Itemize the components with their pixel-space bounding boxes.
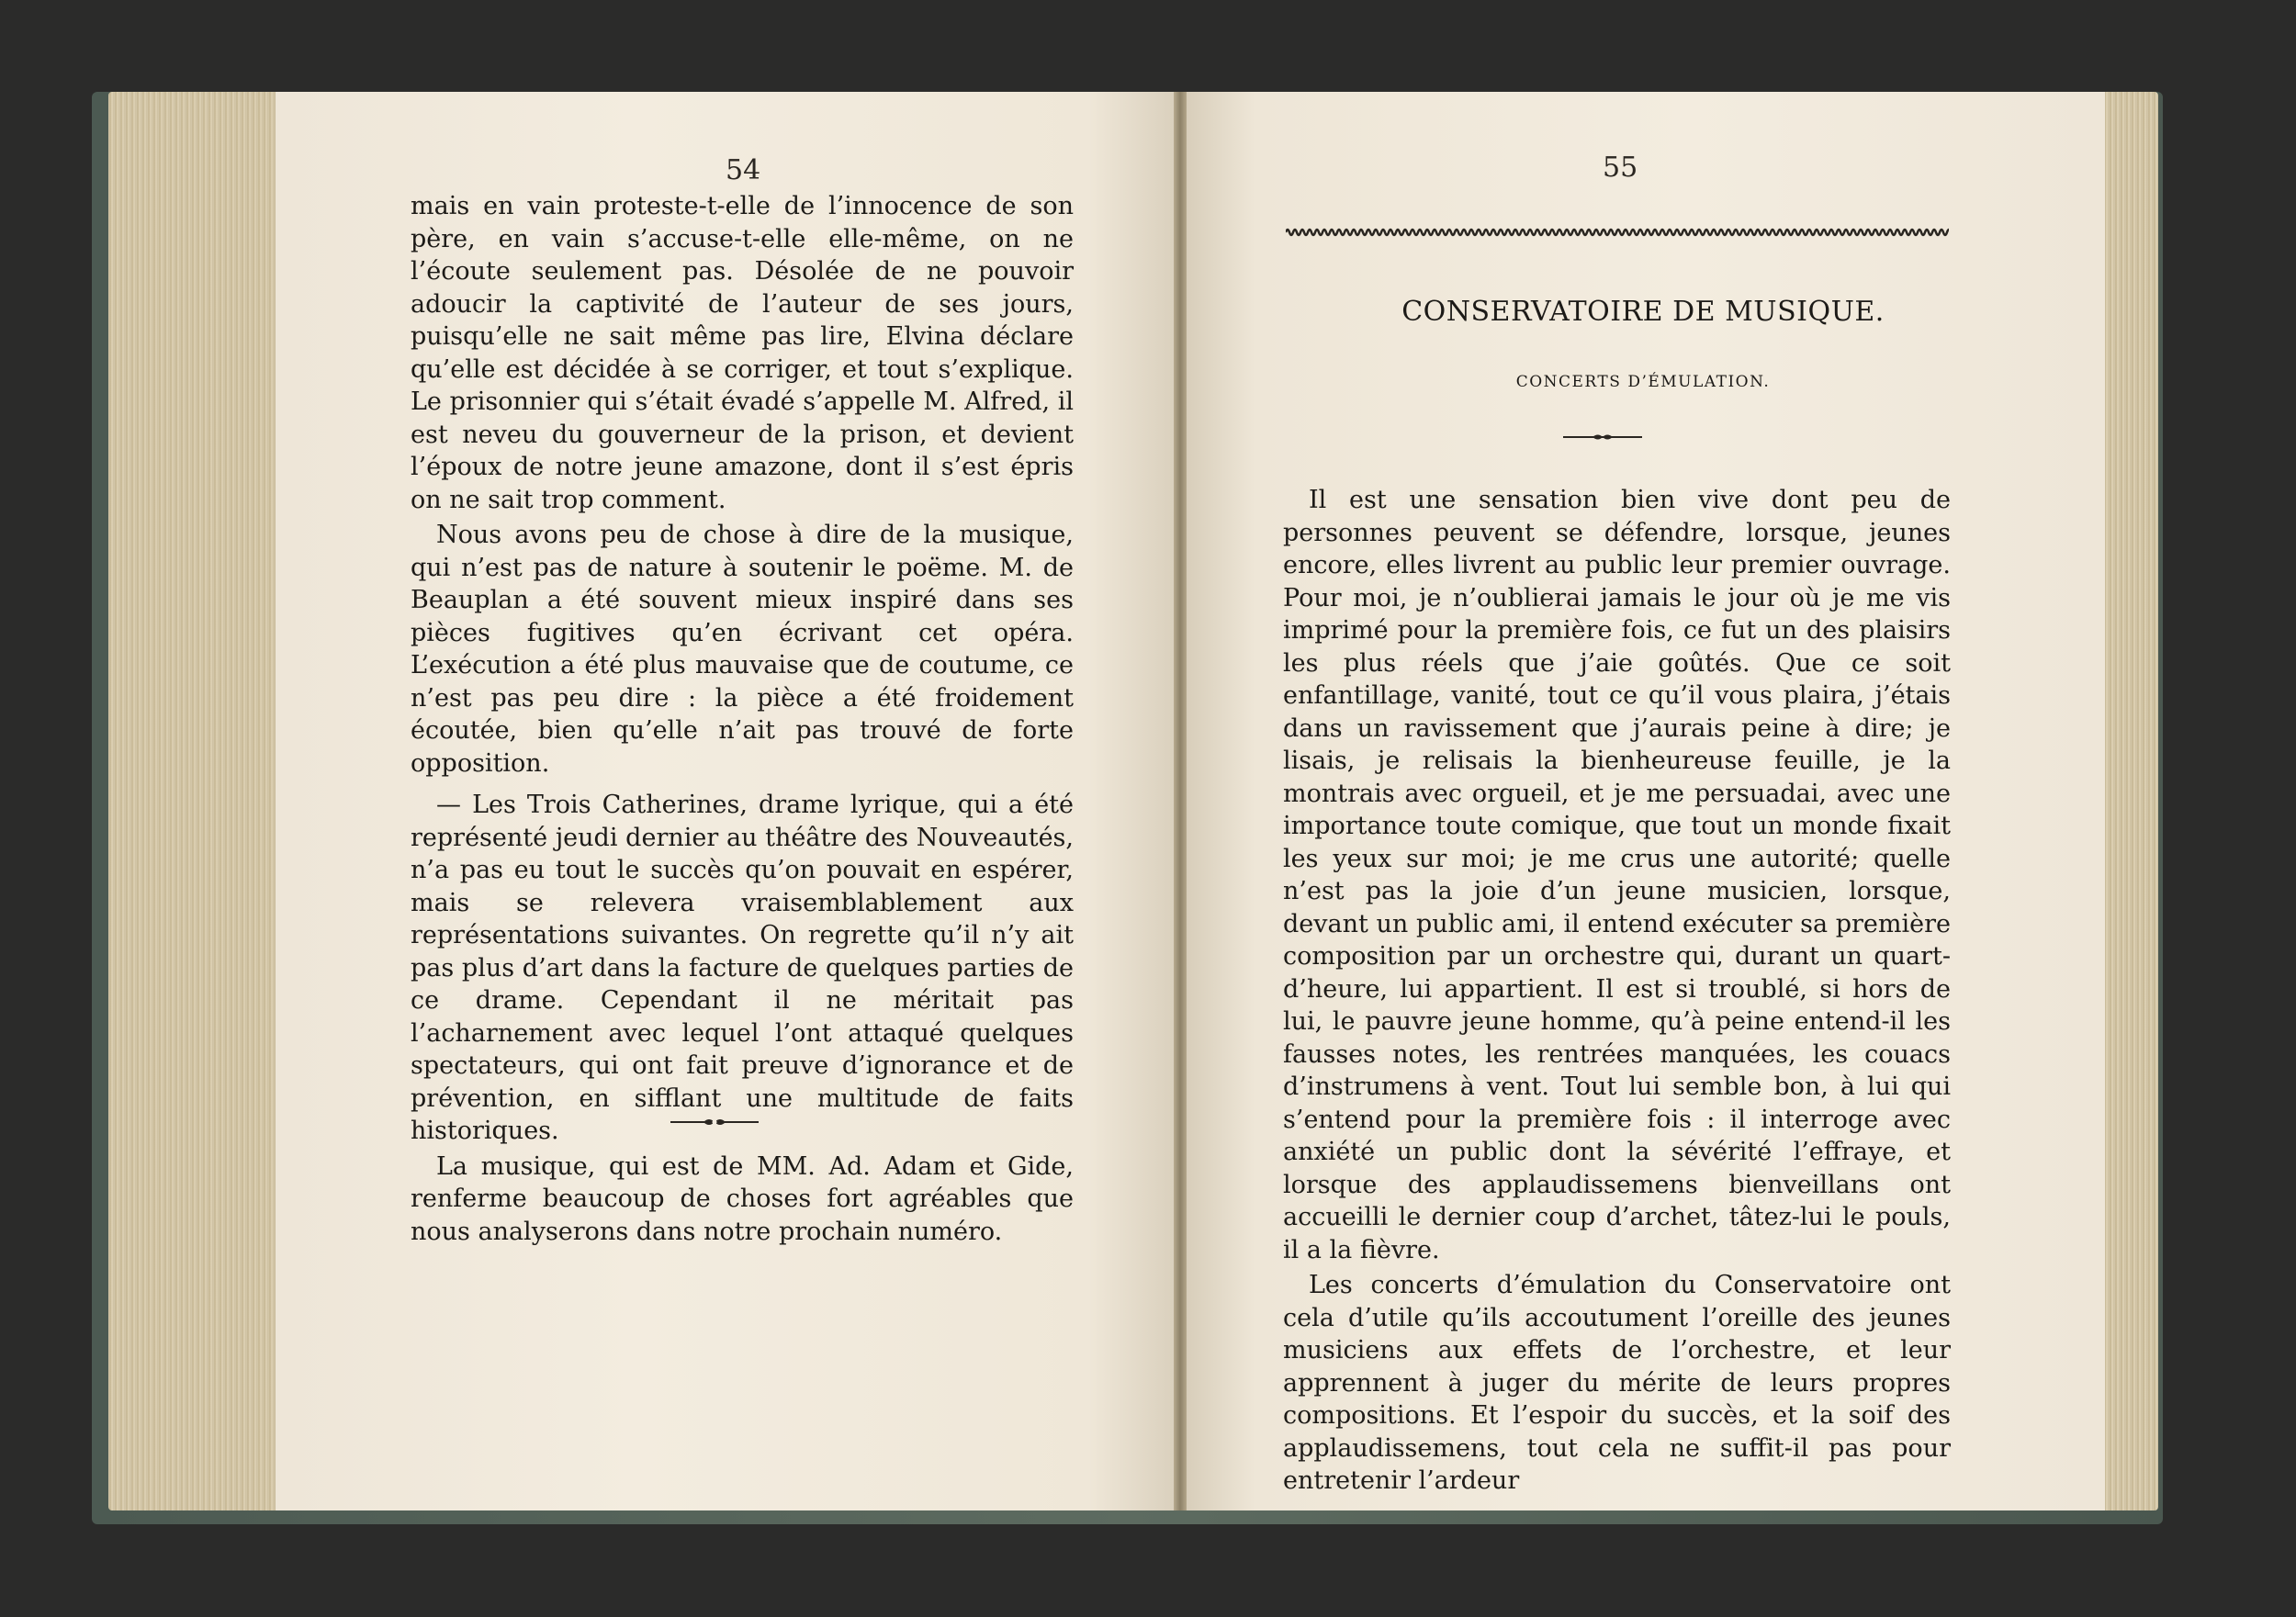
- end-ornament-left: [669, 1115, 760, 1129]
- left-paragraph-2: Nous avons peu de chose à dire de la musique, qui n’est pas de nature à soutenir le poëme. M. de Beauplan a été souvent mieux inspiré dans ses pièces fugitives qu’en écrivant cet opéra. L’exécution a été plus mauvaise que de coutume, ce n’est pas peu dire : la pièce a été froidement écoutée, bien qu’elle n’ait pas trouvé de forte opposition.: [411, 521, 1074, 778]
- article-title: CONSERVATOIRE DE MUSIQUE.: [1401, 296, 1885, 328]
- left-paragraph-3: — Les Trois Catherines, drame lyrique, qui a été représenté jeudi dernier au théâtre des Nouveautés, n’a pas eu tout le succès qu’on pouvait en espérer, mais se relevera vraisemblablement aux représentations suivantes. On regrette qu’il n’y ait pas plus d’art dans la facture de quelques parties de ce drame. Cependant il ne méritait pas l’acharnement avec lequel l’ont attaqué quelques spectateurs, qui ont fait preuve d’ignorance et de prévention, en sifflant une multitude de faits historiques.: [411, 791, 1074, 1145]
- right-paragraph-1: Il est une sensation bien vive dont peu de personnes peuvent se défendre, lorsque, jeunes encore, elles livrent au public leur premier ouvrage. Pour moi, je n’oublierai jamais le jour où je me vis imprimé pour la première fois, ce fut un des plaisirs les plus réels que j’aie goûtés. Que ce soit enfantillage, vanité, tout ce qu’il vous plaira, j’étais dans un ravissement que j’aurais peine à dire; je lisais, je relisais la bienheureuse feuille, je la montrais avec orgueil, et je me persuadai, avec une importance toute comique, que tout un monde fixait les yeux sur moi; je me crus une autorité; quelle n’est pas la joie d’un jeune musicien, lorsque, devant un public ami, il entend exécuter sa première composition par un orchestre qui, durant un quart-d’heure, lui appartient. Il est si troublé, si hors de lui, le pauvre jeune homme, qu’à peine entend-il les fausses notes, les rentrées manquées, les couacs d’instrumens à vent. Tout lui semble bon, à lui qui s’entend pour la première fois : il interroge avec anxiété un public dont la sévérité l’effraye, et lorsque des applaudissemens bienveillans ont accueilli le dernier coup d’archet, tâtez-lui le pouls, il a la fièvre.: [1283, 486, 1951, 1264]
- left-paragraph-4: La musique, qui est de MM. Ad. Adam et Gide, renferme beaucoup de choses fort agréables que nous analyserons dans notre prochain numéro.: [411, 1151, 1074, 1246]
- right-page-text: [1283, 484, 1951, 1500]
- left-paragraph-1: mais en vain proteste-t-elle de l’innocence de son père, en vain s’accuse-t-elle elle-même, on ne l’écoute seulement pas. Désolée de ne pouvoir adoucir la captivité de l’auteur de ses jours, puisqu’elle ne sait même pas lire, Elvina déclare qu’elle est décidée à se corriger, et tout s’explique. Le prisonnier qui s’était évadé s’appelle M. Alfred, il est neveu du gouverneur de la prison, et devient l’époux de notre jeune amazone, dont il s’est épris on ne sait trop comment.: [411, 192, 1074, 514]
- right-paragraph-2: Les concerts d’émulation du Conservatoire ont cela d’utile qu’ils accoutument l’oreille des jeunes musiciens aux effets de l’orchestre, et leur apprennent à juger du mérite de leurs propres compositions. Et l’espoir du succès, et la soif des applaudissemens, tout cela ne suffit-il pas pour entretenir l’ardeur: [1283, 1271, 1951, 1495]
- left-page-text: [411, 190, 1074, 1251]
- page-edges-left: [108, 92, 278, 1510]
- title-ornament: [1561, 431, 1644, 444]
- right-page-number: 55: [1603, 152, 1638, 184]
- wavy-rule: [1286, 226, 1949, 239]
- page-edges-right: [2103, 92, 2158, 1510]
- article-subtitle: CONCERTS D’ÉMULATION.: [1515, 373, 1771, 391]
- left-page-number: 54: [726, 154, 761, 186]
